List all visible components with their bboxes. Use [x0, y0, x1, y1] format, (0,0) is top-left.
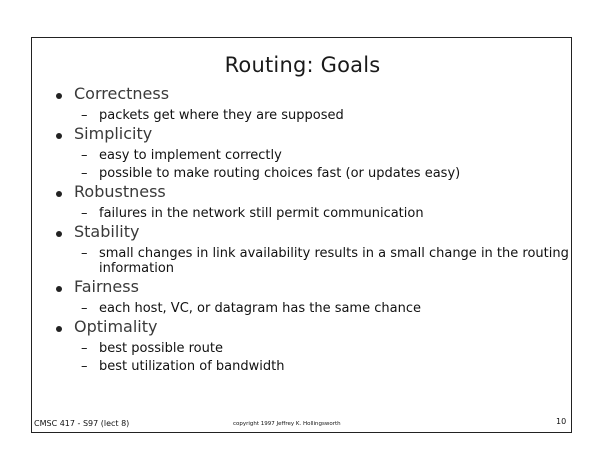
sub-bullet [50, 246, 570, 276]
dash-icon: – [81, 341, 88, 356]
bullet-heading: Correctness [74, 84, 170, 103]
sub-bullet-text: each host, VC, or datagram has the same chance [99, 301, 421, 316]
bullet-item [50, 276, 570, 316]
bullet-heading: Fairness [74, 277, 139, 296]
sub-bullet-text: packets get where they are supposed [99, 108, 344, 123]
sub-bullet [50, 359, 570, 374]
bullet-icon [56, 191, 62, 197]
dash-icon: – [81, 166, 88, 181]
footer-course: CMSC 417 - S97 (lect 8) [34, 419, 130, 428]
sub-bullet-text: failures in the network still permit communication [99, 206, 424, 221]
bullet-icon [56, 133, 62, 139]
bullet-icon [56, 231, 62, 237]
bullet-list [50, 83, 570, 374]
bullet-icon [56, 93, 62, 99]
sub-bullet [50, 108, 570, 123]
bullet-item [50, 83, 570, 123]
sub-bullet-text: small changes in link availability results in a small change in the routing information [99, 246, 569, 276]
dash-icon: – [81, 206, 88, 221]
sub-bullet-text: easy to implement correctly [99, 148, 282, 163]
sub-bullet [50, 301, 570, 316]
sub-bullet [50, 341, 570, 356]
bullet-item [50, 123, 570, 181]
bullet-heading: Robustness [74, 182, 166, 201]
footer-copyright: copyright 1997 Jeffrey K. Hollingsworth [233, 421, 341, 427]
dash-icon: – [81, 148, 88, 163]
sub-bullet-text: possible to make routing choices fast (or updates easy) [99, 166, 461, 181]
bullet-item [50, 221, 570, 276]
sub-bullet-text: best possible route [99, 341, 223, 356]
bullet-item [50, 316, 570, 374]
dash-icon: – [81, 246, 88, 261]
slide-title: Routing: Goals [224, 53, 381, 77]
bullet-heading: Stability [74, 222, 140, 241]
bullet-heading: Simplicity [74, 124, 153, 143]
sub-bullet [50, 166, 570, 181]
dash-icon: – [81, 359, 88, 374]
dash-icon: – [81, 108, 88, 123]
page-number: 10 [556, 417, 567, 426]
bullet-icon [56, 326, 62, 332]
dash-icon: – [81, 301, 88, 316]
sub-bullet [50, 206, 570, 221]
bullet-icon [56, 286, 62, 292]
sub-bullet [50, 148, 570, 163]
bullet-heading: Optimality [74, 317, 158, 336]
sub-bullet-text: best utilization of bandwidth [99, 359, 285, 374]
bullet-item [50, 181, 570, 221]
